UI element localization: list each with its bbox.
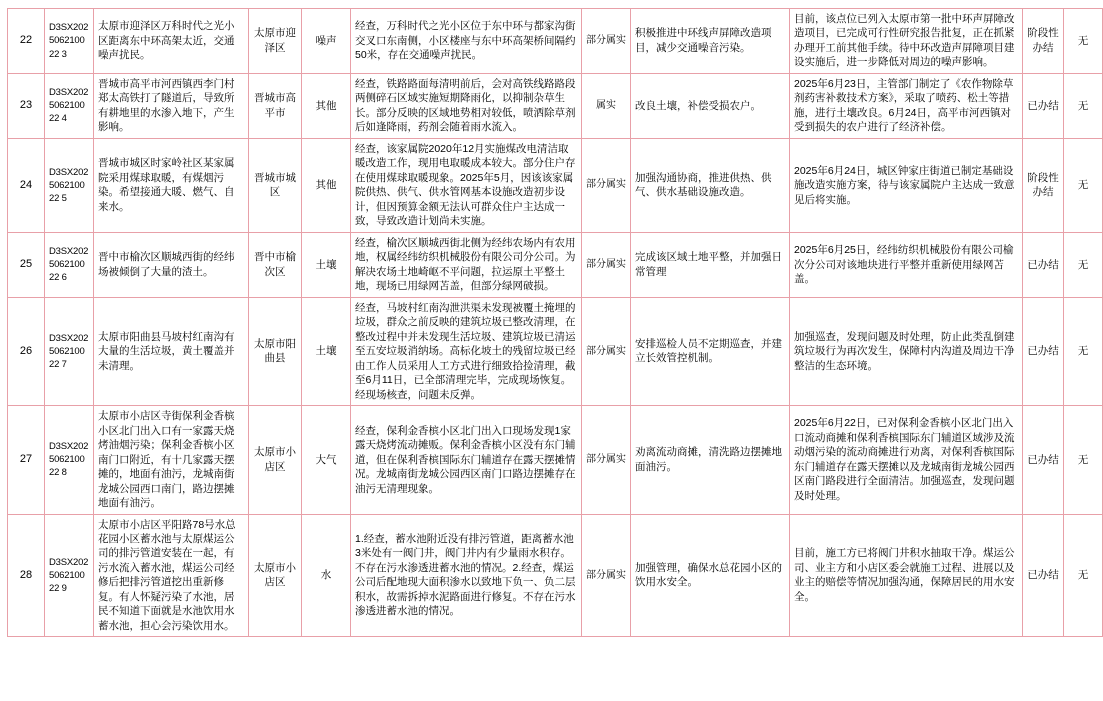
cell-progress: 目前，该点位已列入太原市第一批中环声屏障改造项目，已完成可行性研究报告批复，正在抓紧办理开工前其他手续。待中环改造声屏障项目建设实施后，进一步降低对周边的噪声影响。 xyxy=(790,9,1023,74)
cell-progress: 2025年6月22日，已对保利金香槟小区北门出入口流动商摊和保利香槟国际东门辅道区域涉及流动烟污染的流动商摊进行劝离，对保利香槟国际东门辅道存在露天摆摊以及龙城南街龙城公园西区南门路段进行全面清洁。加强巡查，发现问题及时处理。 xyxy=(790,406,1023,514)
table-row xyxy=(8,9,1103,74)
cell-region: 晋中市榆次区 xyxy=(249,232,302,297)
inspection-report-table xyxy=(7,8,1103,637)
cell-serial-number: 24 xyxy=(8,138,45,232)
cell-verification-result: 属实 xyxy=(582,73,631,138)
cell-region: 晋城市城区 xyxy=(249,138,302,232)
cell-progress: 目前，施工方已将阀门井积水抽取干净。煤运公司、业主方和小店区委会就施工过程、进展以及业主的赔偿等情况加强沟通，保障居民的用水安全。 xyxy=(790,514,1023,637)
report-sheet xyxy=(0,8,1089,701)
cell-handling-measure: 改良土壤，补偿受损农户。 xyxy=(631,73,790,138)
table-row xyxy=(8,232,1103,297)
cell-issue-description: 太原市迎泽区万科时代之光小区距离东中环高架太近，交通噪声扰民。 xyxy=(94,9,249,74)
cell-investigation: 1.经查，蓄水池附近没有排污管道，距离蓄水池3米处有一阀门井，阀门井内有少量雨水积存。不存在污水渗透进蓄水池的情况。2.经查，煤运公司后配地现大面积渗水以致地下负一、负二层积水，故需拆掉水泥路面进行修复。不存在污水渗透进蓄水池的情况。 xyxy=(351,514,582,637)
cell-verification-result: 部分属实 xyxy=(582,9,631,74)
cell-pollution-type: 土壤 xyxy=(302,297,351,405)
cell-verification-result: 部分属实 xyxy=(582,406,631,514)
cell-region: 太原市阳曲县 xyxy=(249,297,302,405)
cell-progress: 2025年6月23日，主管部门制定了《农作物除草剂药害补救技术方案》，采取了喷药、松土等措施，进行土壤改良。6月24日，高平市河西镇对受到损失的农户进行了经济补偿。 xyxy=(790,73,1023,138)
cell-status: 已办结 xyxy=(1023,514,1064,637)
cell-case-code: D3SX202506210022 9 xyxy=(45,514,94,637)
cell-serial-number: 27 xyxy=(8,406,45,514)
table-row xyxy=(8,138,1103,232)
cell-investigation: 经查，榆次区顺城西街北侧为经纬农场内有农用地，权属经纬纺织机械股份有限公司分公司。为解决农场土地崎岖不平问题，拉运原土平整土地，现场已用绿网苫盖，但部分绿网破损。 xyxy=(351,232,582,297)
cell-progress: 2025年6月24日，城区钟家庄街道已制定基础设施改造实施方案，待与该家属院户主达成一致意见后将实施。 xyxy=(790,138,1023,232)
cell-progress: 2025年6月25日，经纬纺织机械股份有限公司榆次分公司对该地块进行平整并重新使用绿网苫盖。 xyxy=(790,232,1023,297)
cell-accountability: 无 xyxy=(1064,232,1103,297)
cell-accountability: 无 xyxy=(1064,297,1103,405)
cell-pollution-type: 大气 xyxy=(302,406,351,514)
cell-serial-number: 26 xyxy=(8,297,45,405)
cell-region: 太原市小店区 xyxy=(249,406,302,514)
cell-verification-result: 部分属实 xyxy=(582,232,631,297)
cell-region: 晋城市高平市 xyxy=(249,73,302,138)
cell-accountability: 无 xyxy=(1064,514,1103,637)
cell-accountability: 无 xyxy=(1064,73,1103,138)
cell-pollution-type: 水 xyxy=(302,514,351,637)
cell-pollution-type: 噪声 xyxy=(302,9,351,74)
cell-case-code: D3SX202506210022 4 xyxy=(45,73,94,138)
cell-verification-result: 部分属实 xyxy=(582,297,631,405)
cell-verification-result: 部分属实 xyxy=(582,514,631,637)
cell-issue-description: 晋城市高平市河西镇西李门村郑太高铁打了隧道后，导致所有耕地里的水渗入地下，产生影响。 xyxy=(94,73,249,138)
cell-handling-measure: 加强沟通协商，推进供热、供气、供水基础设施改造。 xyxy=(631,138,790,232)
cell-verification-result: 部分属实 xyxy=(582,138,631,232)
cell-status: 已办结 xyxy=(1023,406,1064,514)
cell-investigation: 经查，该家属院2020年12月实施煤改电清洁取暖改造工作，现用电取暖成本较大。部分住户存在使用煤球取暖现象。2025年5月，因该该家属院供热、供气、供水管网基本设施改造初步设计，但因预算金额无法认可群众住户主达成一致，导致改造计划尚未实施。 xyxy=(351,138,582,232)
cell-region: 太原市小店区 xyxy=(249,514,302,637)
cell-case-code: D3SX202506210022 8 xyxy=(45,406,94,514)
cell-pollution-type: 土壤 xyxy=(302,232,351,297)
cell-serial-number: 23 xyxy=(8,73,45,138)
cell-progress: 加强巡查，发现问题及时处理，防止此类乱倒建筑垃圾行为再次发生，保障村内沟道及周边干净整洁的生态环境。 xyxy=(790,297,1023,405)
cell-issue-description: 太原市小店区寺街保利金香槟小区北门出入口有一家露天烧烤油烟污染；保利金香槟小区南门口附近，有十几家露天摆摊的，地面有油污，龙城南街龙城公园西口南门，路边摆摊地面有油污。 xyxy=(94,406,249,514)
cell-status: 已办结 xyxy=(1023,73,1064,138)
cell-handling-measure: 积极推进中环线声屏障改造项目，减少交通噪音污染。 xyxy=(631,9,790,74)
cell-case-code: D3SX202506210022 7 xyxy=(45,297,94,405)
cell-case-code: D3SX202506210022 6 xyxy=(45,232,94,297)
cell-issue-description: 太原市小店区平阳路78号水总花园小区蓄水池与太原煤运公司的排污管道安装在一起，有污水流入蓄水池，煤运公司经修后把排污管道挖出重新修复。有人怀疑污染了水池，居民不知道下面就是水池饮用水蓄水池，担心会污染饮用水。 xyxy=(94,514,249,637)
table-row xyxy=(8,406,1103,514)
cell-region: 太原市迎泽区 xyxy=(249,9,302,74)
cell-handling-measure: 安排巡检人员不定期巡查，并建立长效管控机制。 xyxy=(631,297,790,405)
cell-pollution-type: 其他 xyxy=(302,73,351,138)
cell-serial-number: 22 xyxy=(8,9,45,74)
table-row xyxy=(8,514,1103,637)
table-row xyxy=(8,297,1103,405)
cell-handling-measure: 劝离流动商摊，清洗路边摆摊地面油污。 xyxy=(631,406,790,514)
table-body xyxy=(8,9,1103,637)
cell-issue-description: 晋城市城区时家岭社区某家属院采用煤球取暖，有煤烟污染。希望接通大暖、燃气、自来水。 xyxy=(94,138,249,232)
cell-status: 阶段性办结 xyxy=(1023,138,1064,232)
cell-pollution-type: 其他 xyxy=(302,138,351,232)
cell-case-code: D3SX202506210022 3 xyxy=(45,9,94,74)
cell-handling-measure: 完成该区域土地平整，并加强日常管理 xyxy=(631,232,790,297)
cell-investigation: 经查，万科时代之光小区位于东中环与都家沟街交叉口东南侧，小区楼座与东中环高架桥间隔约50米，存在交通噪声扰民。 xyxy=(351,9,582,74)
cell-investigation: 经查，马坡村红南沟泄洪渠未发现被覆土掩埋的垃圾，群众之前反映的建筑垃圾已整改清理，在整改过程中并未发现生活垃圾、建筑垃圾已清运至五安垃圾消纳场。高标化坡土的残留垃圾已经由工作人员采用人工方式进行细致拾捡清理，截至6月11日，已全部清理完毕，完成现场恢复。经现场核查，问题未反弹。 xyxy=(351,297,582,405)
cell-status: 已办结 xyxy=(1023,297,1064,405)
table-row xyxy=(8,73,1103,138)
cell-case-code: D3SX202506210022 5 xyxy=(45,138,94,232)
cell-accountability: 无 xyxy=(1064,406,1103,514)
cell-handling-measure: 加强管理，确保水总花园小区的饮用水安全。 xyxy=(631,514,790,637)
cell-serial-number: 25 xyxy=(8,232,45,297)
cell-issue-description: 太原市阳曲县马坡村红南沟有大量的生活垃圾，黄土覆盖并未清理。 xyxy=(94,297,249,405)
cell-investigation: 经查，铁路路面每清明前后，会对高铁线路路段两侧碎石区域实施短期降雨化，以抑制杂草生长。部分反映的区域地势相对较低，喷洒除草剂后如逢降雨，药剂会随着雨水流入。 xyxy=(351,73,582,138)
cell-status: 已办结 xyxy=(1023,232,1064,297)
cell-accountability: 无 xyxy=(1064,138,1103,232)
cell-serial-number: 28 xyxy=(8,514,45,637)
cell-accountability: 无 xyxy=(1064,9,1103,74)
cell-issue-description: 晋中市榆次区顺城西街的经纬场被倾倒了大量的渣土。 xyxy=(94,232,249,297)
cell-status: 阶段性办结 xyxy=(1023,9,1064,74)
cell-investigation: 经查，保利金香槟小区北门出入口现场发现1家露天烧烤流动摊贩。保利金香槟小区没有东门辅道，但在保利香槟国际东门辅道存在露天摆摊情况。龙城南街龙城公园西区南门口路边摆摊存在油污无清理现象。 xyxy=(351,406,582,514)
